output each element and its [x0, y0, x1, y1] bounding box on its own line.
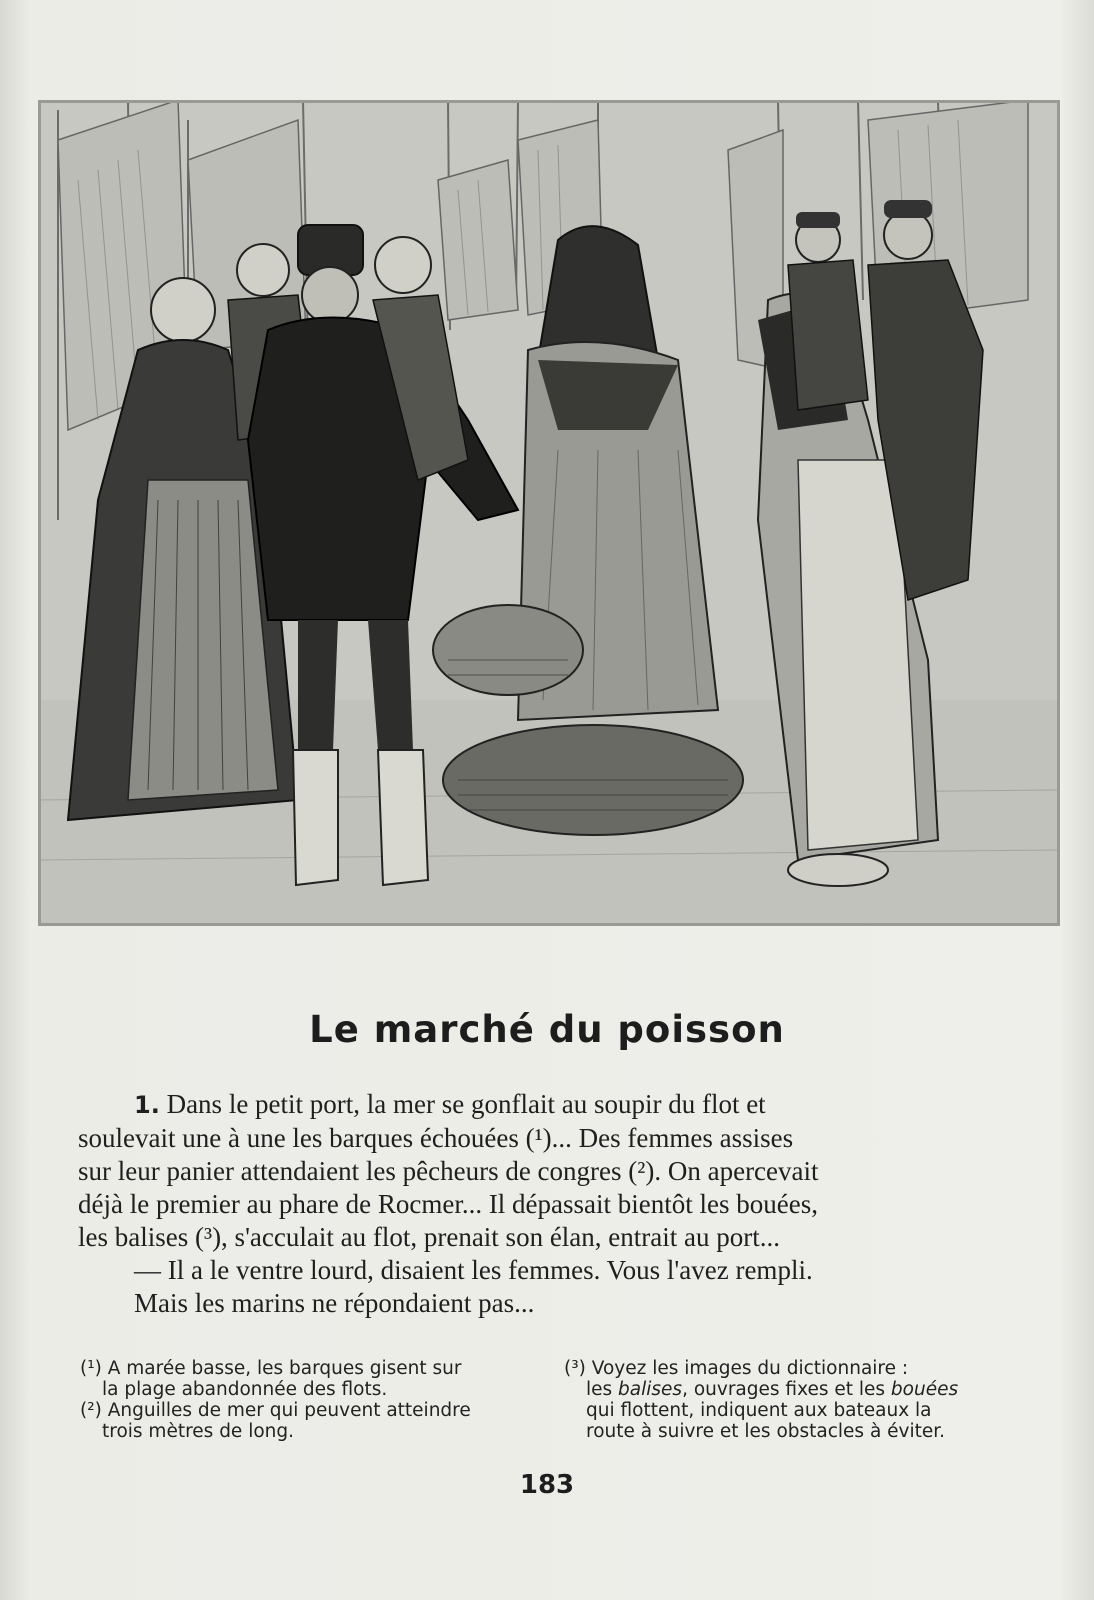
reading-passage — [78, 1088, 984, 1320]
text-line: déjà le premier au phare de Rocmer... Il dépassait bientôt les bouées, — [78, 1189, 818, 1219]
paragraph-1 — [78, 1088, 984, 1320]
footnote-2: (²) Anguilles de mer qui peuvent atteindre trois mètres de long. — [80, 1400, 471, 1442]
chapter-title: Le marché du poisson — [309, 1008, 785, 1051]
footnote-3: (³) Voyez les images du dictionnaire : les balises, ouvrages fixes et les bouées qui flottent, indiquent aux bateaux la route à suivre et les obstacles à éviter. — [564, 1358, 959, 1442]
dialogue-line: — Il a le ventre lourd, disaient les femmes. Vous l'avez rempli. — [134, 1255, 813, 1285]
footnote-1: (¹) A marée basse, les barques gisent sur la plage abandonnée des flots. — [80, 1358, 462, 1400]
footnotes-left-column — [80, 1358, 520, 1442]
dialogue-line: Mais les marins ne répondaient pas... — [134, 1288, 535, 1318]
page-number: 183 — [519, 1470, 575, 1500]
text-line: sur leur panier attendaient les pêcheurs de congres (²). On apercevait — [78, 1156, 819, 1186]
footnotes-right-column — [564, 1358, 994, 1442]
paragraph-number: 1. — [134, 1091, 160, 1119]
text-line: les balises (³), s'acculait au flot, prenait son élan, entrait au port... — [78, 1222, 780, 1252]
text-line: soulevait une à une les barques échouées (¹)... Des femmes assises — [78, 1123, 794, 1153]
engraving-image — [38, 100, 1060, 926]
fish-market-illustration — [38, 100, 1060, 926]
text-line: 1. Dans le petit port, la mer se gonflait au soupir du flot et — [134, 1089, 766, 1119]
